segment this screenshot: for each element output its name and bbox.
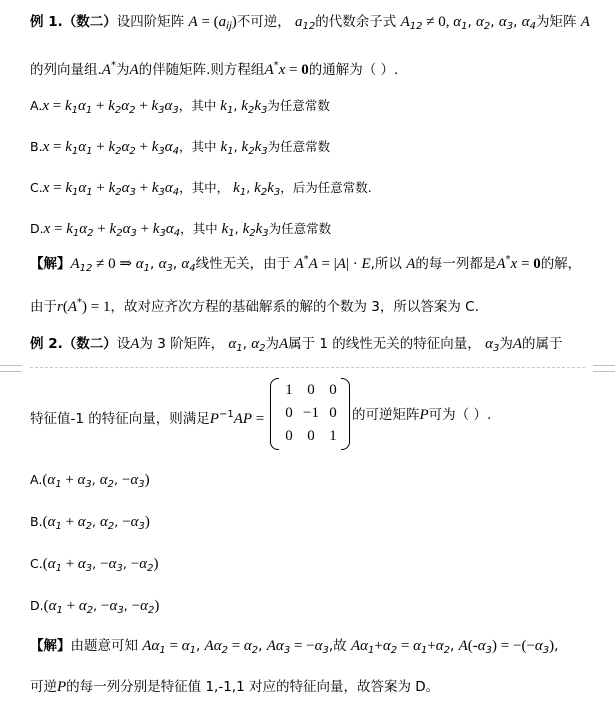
ex2-option-a: $A.(\alpha_1 + \alpha_3$, $\alpha_2$, $-\alpha_3$) xyxy=(30,472,150,490)
solution-tag: 【解】 xyxy=(30,638,71,654)
matrix-cell: 0 xyxy=(307,382,315,398)
ex2-line2: 特征值-1 的特征向量，则满足$P^{-1}AP$ = xyxy=(30,409,265,427)
ex2-option-b: $B.(\alpha_1 + \alpha_2$, $\alpha_2$, $-\alpha_3$) xyxy=(30,514,150,532)
ex1-solution-line1: 【解】$A_{12} \ne 0$ ⇒ $\alpha_1$, $\alpha_3$, $\alpha_4$线性无关，由于 A*A = |A| · E,所以 A的每一列都是A*x = 0的解， xyxy=(30,254,582,274)
matrix-cell: 0 xyxy=(329,382,337,398)
ex1-option-d: $D.x = k_1\alpha_2 + k_2\alpha_3 + k_3\alpha_4$，其中 $k_1$, $k_2k_3$为任意常数 xyxy=(30,221,332,239)
ex2-solution-line2: 可逆P的每一列分别是特征值 1,-1,1 对应的特征向量，故答案为 D。 xyxy=(30,679,440,695)
diagonal-matrix xyxy=(270,378,350,450)
page-break xyxy=(0,365,615,371)
ex2-line1: 例 2.（数二）设A为 3 阶矩阵， $\alpha_1$, $\alpha_2$为A属于 1 的线性无关的特征向量， $\alpha_3$为A的属于 xyxy=(30,336,563,354)
ex1-solution-line2: 由于r(A*) = 1，故对应齐次方程的基础解系的解的个数为 3，所以答案为 C. xyxy=(30,297,479,315)
matrix-cell: 1 xyxy=(285,382,293,398)
ex1-line1: 例 1.（数二）设四阶矩阵 $A = (a_{ij})$不可逆， $a_{12}$的代数余子式 $A_{12} \ne 0$, $\alpha_1$, $\alpha_2$, $\alpha_3$, $\alpha_4$为矩阵 A xyxy=(30,14,590,32)
matrix-cell: 0 xyxy=(285,405,293,421)
matrix-cell: 0 xyxy=(307,428,315,444)
matrix-cell: 0 xyxy=(285,428,293,444)
ex2-line2-tail: 的可逆矩阵P可为（ ）. xyxy=(352,407,492,423)
ex1-heading: 例 1.（数二） xyxy=(30,14,117,30)
ex2-heading: 例 2.（数二） xyxy=(30,336,117,352)
ex1-option-b: $B.x = k_1\alpha_1 + k_2\alpha_2 + k_3\alpha_4$，其中 $k_1$, $k_2k_3$为任意常数 xyxy=(30,139,331,157)
ex2-solution-line1: 【解】由题意可知 $A\alpha_1 = \alpha_1$, $A\alpha_2 = \alpha_2$, $A\alpha_3 = -\alpha_3$,故 $A\alpha_1+\alpha_2 = \alpha_1+\alpha_2$, $A(-\alpha_3) = -(-\alpha_3)$, xyxy=(30,638,559,656)
ex2-option-c: $C.(\alpha_1 + \alpha_3$, $-\alpha_3$, $-\alpha_2$) xyxy=(30,556,159,574)
ex1-option-c: $C.x = k_1\alpha_1 + k_2\alpha_3 + k_3\alpha_4$，其中， $k_1$, $k_2k_3$，后为任意常数. xyxy=(30,180,372,198)
solution-tag: 【解】 xyxy=(30,256,71,272)
ex2-option-d: $D.(\alpha_1 + \alpha_2$, $-\alpha_3$, $-\alpha_2$) xyxy=(30,598,160,616)
ex1-option-a: $A.x = k_1\alpha_1 + k_2\alpha_2 + k_3\alpha_3$，其中 $k_1$, $k_2k_3$为任意常数 xyxy=(30,98,330,116)
matrix-cell: 0 xyxy=(329,405,337,421)
matrix-cell: −1 xyxy=(303,405,319,421)
matrix-cell: 1 xyxy=(329,428,337,444)
ex1-line2: 的列向量组.A*为A的伴随矩阵.则方程组A*x = 0的通解为（ ）. xyxy=(30,60,399,78)
